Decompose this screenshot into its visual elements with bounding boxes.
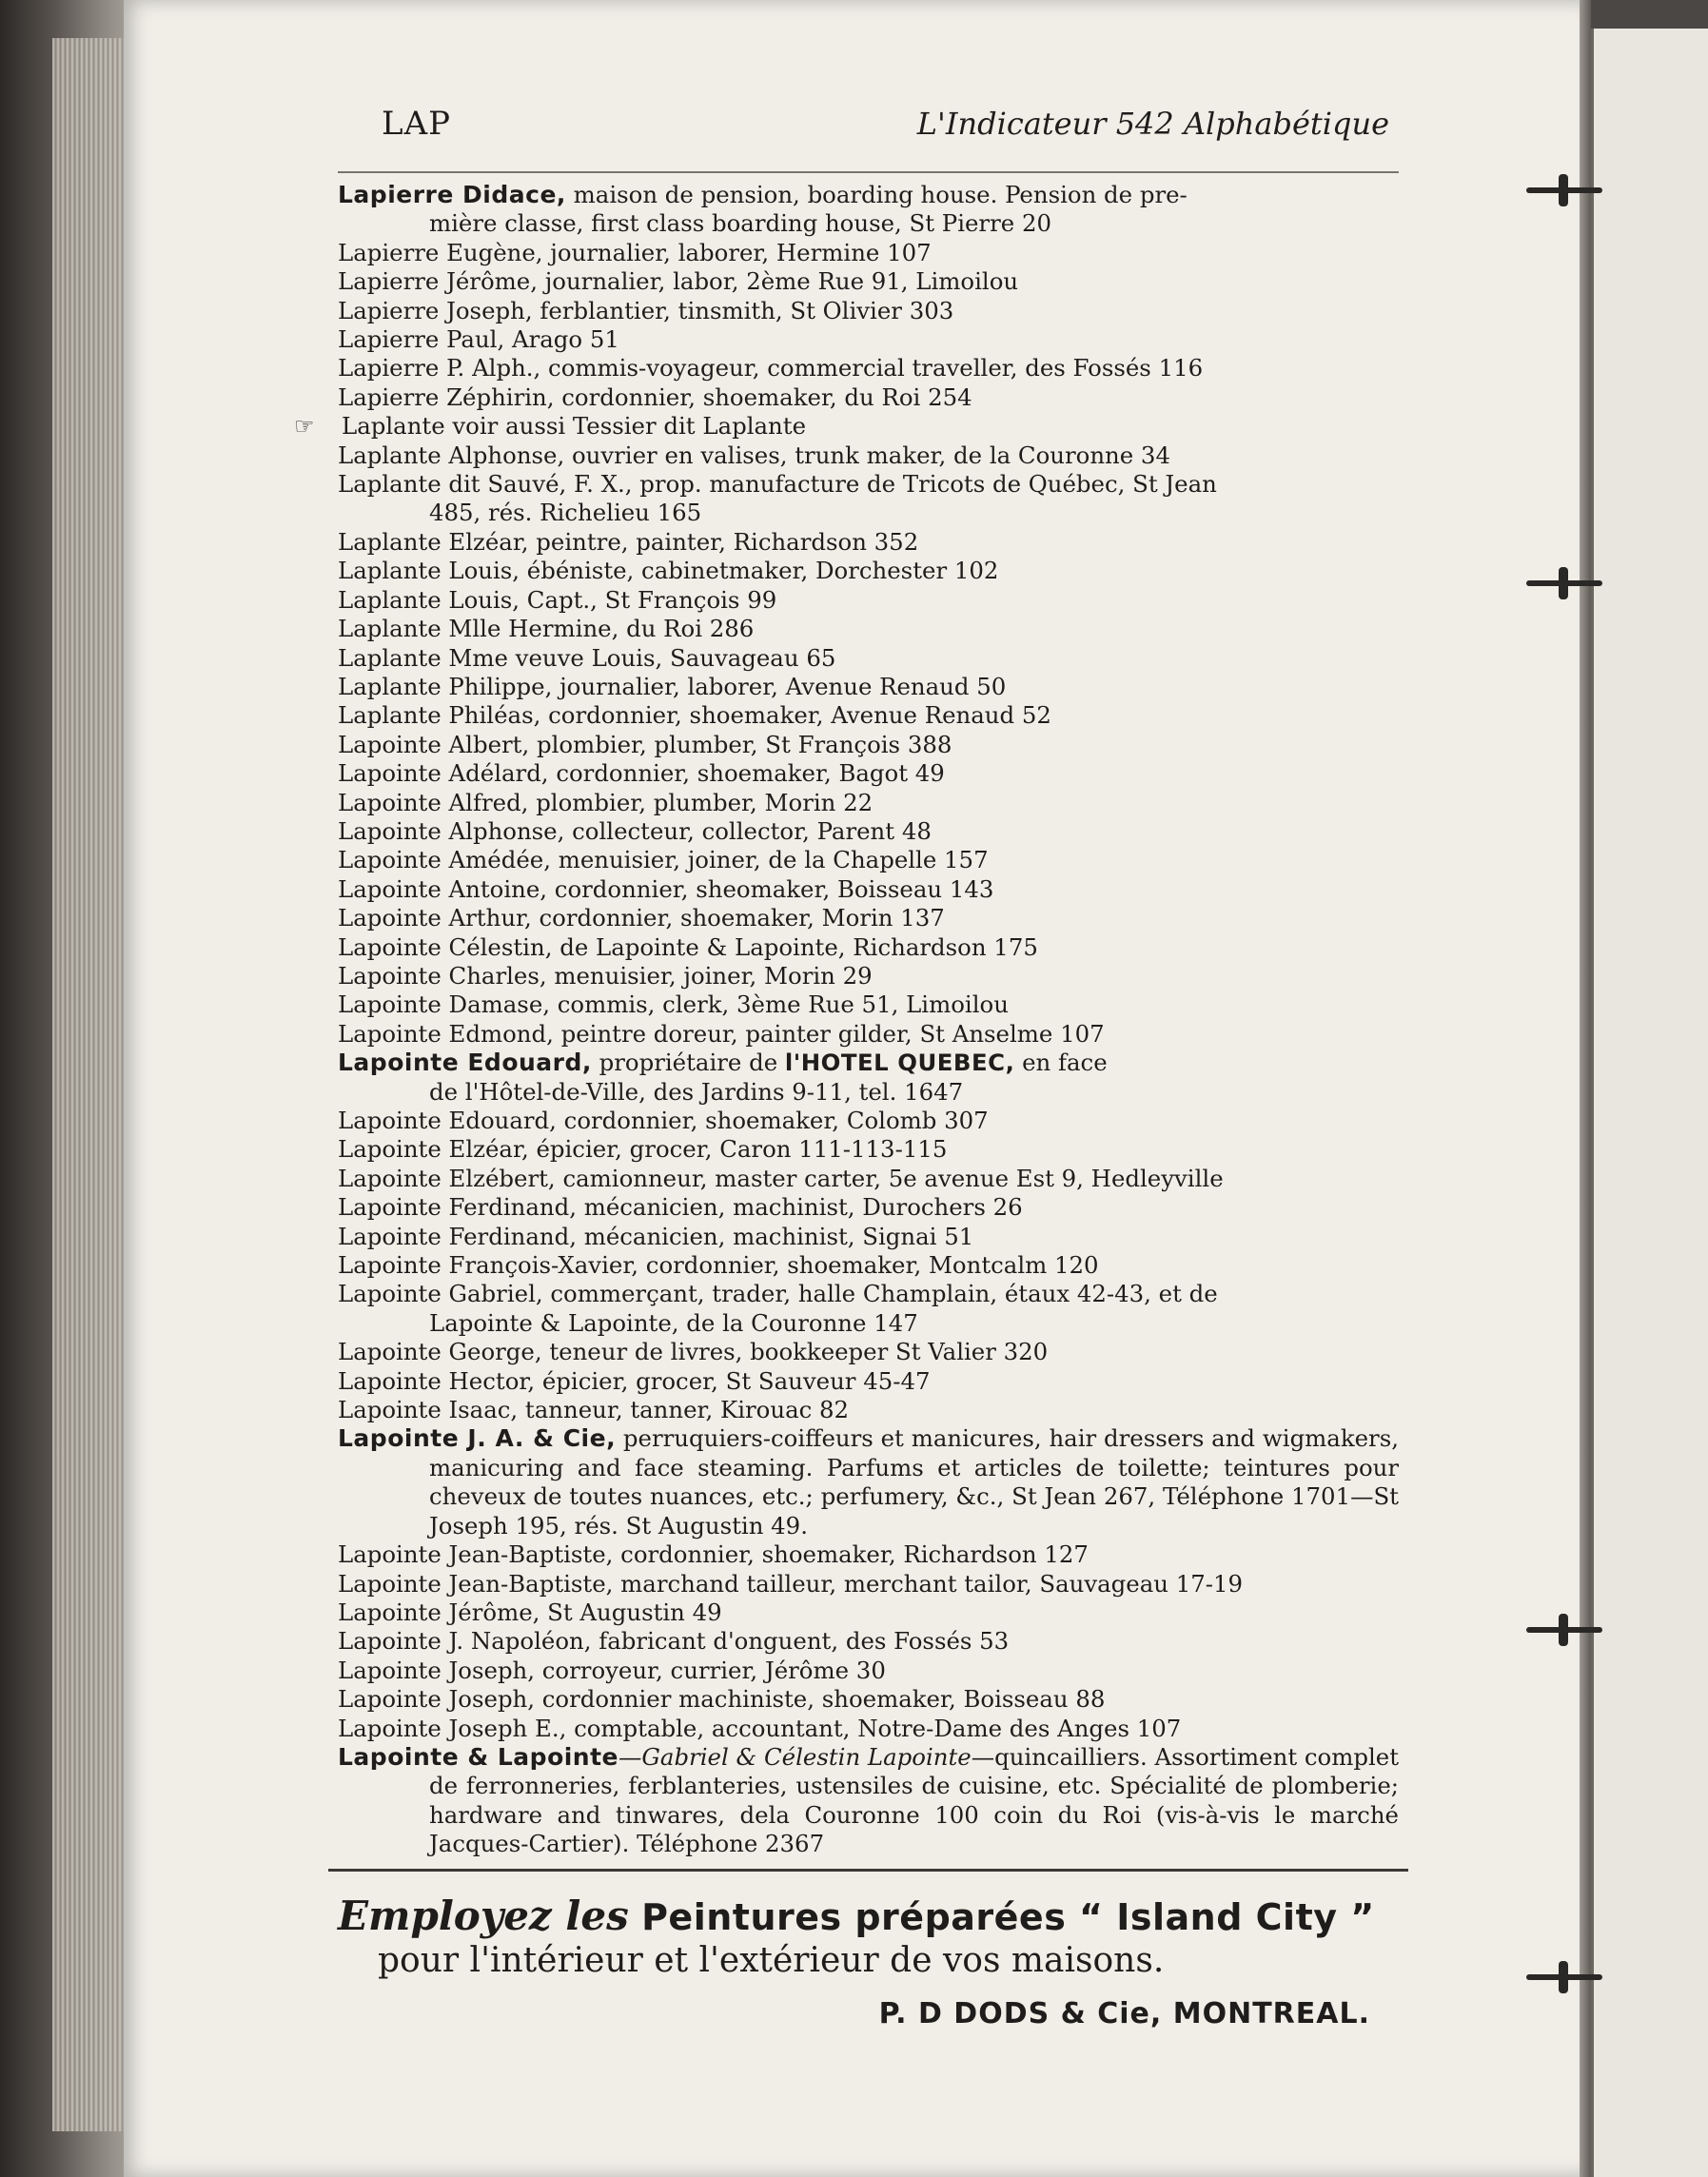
entry-text: Lapointe Alfred, plombier, plumber, Morin 22 [338,788,874,816]
entry-text: Lapointe Albert, plombier, plumber, St François 388 [338,730,952,758]
entry-name: Lapointe J. A. & Cie, [338,1424,617,1453]
entry-text: Laplante Mme veuve Louis, Sauvageau 65 [338,643,836,672]
entry-partners: —Gabriel & Célestin Lapointe [618,1742,972,1771]
entry-text: Lapointe Jean-Baptiste, marchand tailleur, merchant tailor, Sauvageau 17-19 [338,1569,1244,1598]
directory-entry [338,1743,1399,1859]
binding-stitch [1526,580,1602,586]
entry-text: Lapointe George, teneur de livres, bookkeeper St Valier 320 [338,1338,1049,1366]
entry-text-tail: en face [1014,1049,1108,1077]
entry-text: Lapointe Jean-Baptiste, cordonnier, shoemaker, Richardson 127 [338,1540,1089,1569]
directory-entry [338,239,1399,267]
ad-advertiser: P. D DODS & Cie, MONTREAL. [878,1996,1370,2030]
entry-continuation [338,209,1399,238]
directory-entry [338,297,1399,325]
section-code: LAP [382,105,452,143]
directory-entry [338,1223,1399,1251]
entry-text: Lapointe Joseph, corroyeur, currier, Jérôme 30 [338,1656,886,1684]
entry-text: Laplante Philippe, journalier, laborer, Avenue Renaud 50 [338,672,1007,700]
directory-entry [338,673,1399,701]
directory-entry [338,354,1399,382]
entry-text: 485, rés. Richelieu 165 [429,499,702,527]
directory-entry [338,470,1399,499]
entry-text: Lapointe Damase, commis, clerk, 3ème Rue 51, Limoilou [338,990,1009,1019]
entry-text: Lapointe Antoine, cordonnier, sheomaker, Boisseau 143 [338,874,994,903]
page-edges [52,38,128,2131]
book-gutter [1580,0,1591,2177]
directory-entry [338,933,1399,962]
divider-rule [328,1869,1408,1872]
binding-stitch [1526,1974,1602,1980]
entry-text: maison de pension, boarding house. Pension de pre- [565,181,1188,208]
directory-entry [338,1715,1399,1743]
entry-text: Lapointe Gabriel, commerçant, trader, halle Champlain, étaux 42-43, et de [338,1280,1218,1308]
directory-entry [338,846,1399,874]
entry-text: Lapointe Ferdinand, mécanicien, machinist, Signai 51 [338,1222,974,1250]
entry-text: Lapointe Edmond, peintre doreur, painter gilder, St Anselme 107 [338,1019,1105,1048]
entry-continuation [338,499,1399,527]
entry-text: Lapointe Elzéar, épicier, grocer, Caron 111-113-115 [338,1135,948,1164]
entry-text: Laplante Elzéar, peintre, painter, Richardson 352 [338,527,919,556]
entry-text: —quincailliers. Assortiment complet de ferronneries, ferblanteries, ustensiles de cuisine, etc. Spécialité de plomberie; hardware and tinwares, dela Couronne 100 coin du Roi (vis-à-vis le marché Jacques-Cartier). Téléphone 2367 [429,1742,1400,1858]
directory-entry [338,1424,1399,1540]
entry-text: Lapointe Joseph E., comptable, accountant, Notre-Dame des Anges 107 [338,1714,1182,1742]
entry-text: Lapointe Edouard, cordonnier, shoemaker, Colomb 307 [338,1107,989,1134]
entry-text: Laplante Alphonse, ouvrier en valises, trunk maker, de la Couronne 34 [338,441,1170,469]
entry-continuation [338,1309,1399,1338]
directory-entry [338,759,1399,788]
entry-text: Laplante Mlle Hermine, du Roi 286 [338,615,755,643]
directory-entry [338,1657,1399,1685]
directory-entry [338,1367,1399,1396]
entry-text: Lapointe Amédée, menuisier, joiner, de la Chapelle 157 [338,846,989,874]
ad-headline [338,1893,1399,1939]
entry-text: de l'Hôtel-de-Ville, des Jardins 9-11, tel. 1647 [429,1077,964,1106]
entry-text: Lapierre Eugène, journalier, laborer, Hermine 107 [338,238,932,266]
directory-entry [338,1570,1399,1598]
page-content [338,105,1399,2045]
ad-headline-bold: Peintures préparées “ Island City ” [641,1895,1375,1938]
ad-subline: pour l'intérieur et l'extérieur de vos maisons. [378,1940,1165,1980]
entry-text: Lapierre Jérôme, journalier, labor, 2ème Rue 91, Limoilou [338,267,1019,296]
entry-text: Lapointe Isaac, tanneur, tanner, Kirouac 82 [338,1396,850,1424]
entry-text: Laplante voir aussi Tessier dit Laplante [342,412,807,441]
directory-entry [338,731,1399,759]
directory-entry [338,412,1399,441]
directory-entry [338,1020,1399,1049]
directory-entry [338,267,1399,296]
directory-entry [338,1540,1399,1569]
entry-text: Lapointe François-Xavier, cordonnier, shoemaker, Montcalm 120 [338,1251,1099,1280]
entry-continuation [338,1078,1399,1107]
directory-entry [338,789,1399,817]
directory-entry [338,383,1399,412]
entry-text: Lapointe Jérôme, St Augustin 49 [338,1598,722,1626]
facing-page-edge [1591,29,1708,2177]
advertisement [338,1893,1399,2045]
directory-entry [338,1165,1399,1193]
entry-text: Laplante Philéas, cordonnier, shoemaker, Avenue Renaud 52 [338,701,1051,730]
directory-entry [338,1338,1399,1366]
entry-business-name: l'HOTEL QUEBEC, [784,1049,1015,1077]
binding-stitch [1526,1627,1602,1633]
entry-text: Lapointe Célestin, de Lapointe & Lapointe, Richardson 175 [338,932,1038,961]
entry-text: perruquiers-coiffeurs et manicures, hair dressers and wigmakers, manicuring and face steaming. Parfums et articles de toilette; teintures pour cheveux de toutes nuances, etc.; perfumery, &c., St Jean 267, Téléphone 1701—St Joseph 195, rés. St Augustin 49. [429,1424,1399,1540]
directory-entry [338,875,1399,904]
entry-text: Lapierre P. Alph., commis-voyageur, commercial traveller, des Fossés 116 [338,354,1204,382]
directory-entry [338,701,1399,730]
book-page-stack [0,0,133,2177]
entry-text: Lapointe Adélard, cordonnier, shoemaker, Bagot 49 [338,759,945,788]
directory-entry [338,1627,1399,1656]
entry-text: Lapointe Arthur, cordonnier, shoemaker, Morin 137 [338,904,945,932]
entry-text: Laplante Louis, ébéniste, cabinetmaker, Dorchester 102 [338,557,999,585]
entry-text: propriétaire de [591,1049,785,1077]
directory-entry [338,1049,1399,1077]
entry-text: Lapointe Alphonse, collecteur, collector, Parent 48 [338,816,932,845]
directory-entry [338,528,1399,557]
directory-entry [338,1280,1399,1308]
entry-text: Lapointe Elzébert, camionneur, master carter, 5e avenue Est 9, Hedleyville [338,1164,1224,1192]
directory-entries [338,181,1399,1859]
directory-entry [338,904,1399,932]
directory-entry [338,586,1399,615]
entry-text: Lapierre Zéphirin, cordonnier, shoemaker, du Roi 254 [338,382,972,411]
entry-text: Lapierre Paul, Arago 51 [338,325,619,354]
ad-headline-italic: Employez les [338,1892,629,1939]
entry-name: Lapointe & Lapointe [338,1742,619,1771]
directory-entry [338,181,1399,209]
directory-entry [338,990,1399,1019]
entry-text: Lapierre Joseph, ferblantier, tinsmith, St Olivier 303 [338,296,954,324]
directory-entry [338,1396,1399,1424]
page-title: L'Indicateur 542 Alphabétique [916,106,1389,142]
directory-entry [338,1135,1399,1164]
entry-text: Laplante Louis, Capt., St François 99 [338,585,777,614]
directory-entry [338,1685,1399,1714]
directory-entry [338,962,1399,990]
directory-entry [338,1107,1399,1135]
entry-text: Lapointe J. Napoléon, fabricant d'onguent, des Fossés 53 [338,1627,1010,1656]
directory-entry [338,644,1399,673]
directory-entry [338,1251,1399,1280]
directory-entry [338,1598,1399,1627]
entry-text: mière classe, first class boarding house, St Pierre 20 [429,209,1051,238]
entry-text: Laplante dit Sauvé, F. X., prop. manufacture de Tricots de Québec, St Jean [338,470,1217,499]
binding-stitch [1526,187,1602,193]
directory-entry [338,441,1399,470]
directory-entry [338,557,1399,585]
entry-text: Lapointe Charles, menuisier, joiner, Morin 29 [338,961,873,990]
entry-text: Lapointe Hector, épicier, grocer, St Sauveur 45-47 [338,1366,931,1395]
directory-entry [338,817,1399,846]
directory-entry [338,615,1399,643]
directory-entry [338,1193,1399,1222]
page-header [338,105,1399,173]
entry-text: Lapointe Ferdinand, mécanicien, machinist, Durochers 26 [338,1193,1023,1222]
entry-name: Lapierre Didace, [338,181,566,208]
directory-entry [338,325,1399,354]
entry-text: Lapointe & Lapointe, de la Couronne 147 [429,1308,918,1337]
entry-name: Lapointe Edouard, [338,1049,592,1077]
entry-text: Lapointe Joseph, cordonnier machiniste, shoemaker, Boisseau 88 [338,1685,1106,1714]
